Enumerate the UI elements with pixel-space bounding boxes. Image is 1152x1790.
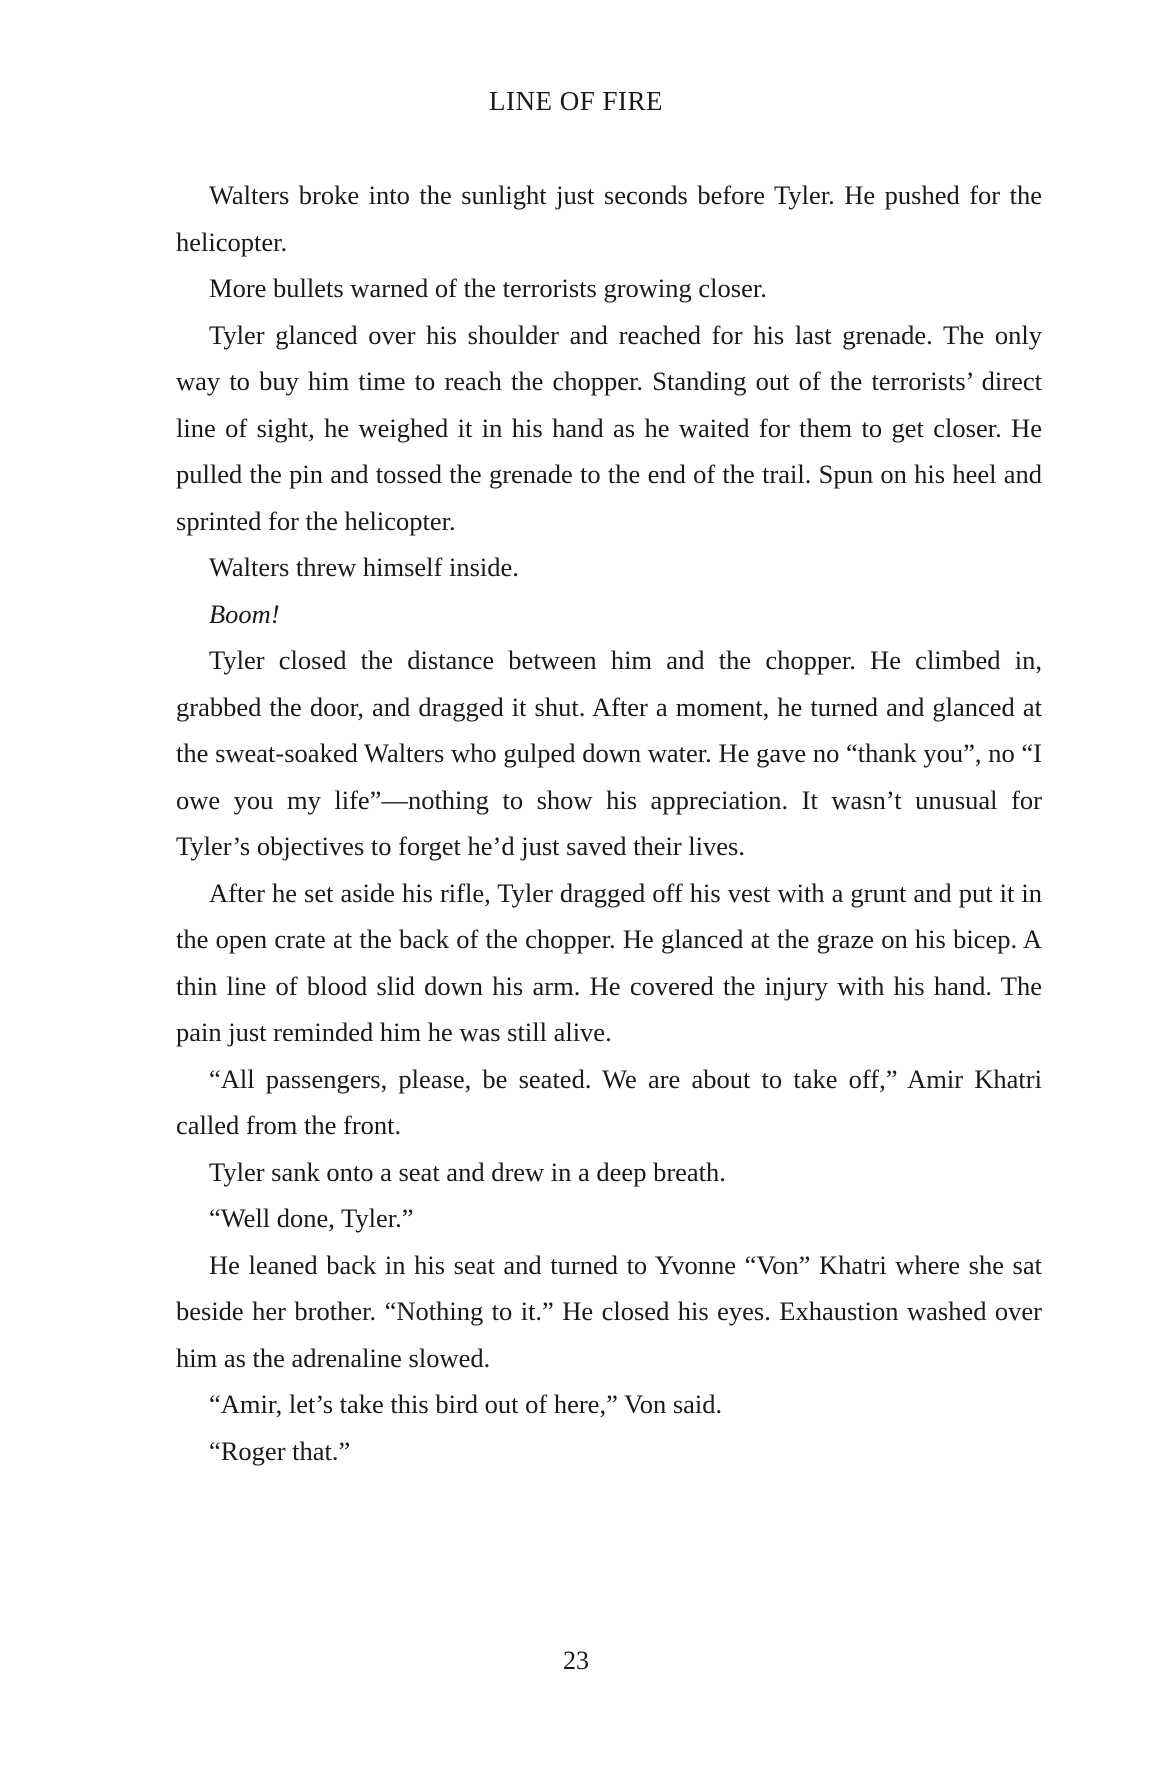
paragraph: After he set aside his rifle, Tyler dragged off his vest with a grunt and put it in the open crate at the back of the chopper. He glanced at the graze on his bicep. A thin line of blood slid down his arm. He covered the injury with his hand. The pain just reminded him he was still alive.	[176, 877, 1042, 1047]
paragraph: Tyler closed the distance between him and the chopper. He climbed in, grabbed the door, and dragged it shut. After a moment, he turned and glanced at the sweat-soaked Walters who gulped down water. He gave no “thank you”, no “I owe you my life”—nothing to show his appreciation. It wasn’t unusual for Tyler’s objectives to forget he’d just saved their lives.	[176, 645, 1042, 861]
paragraph: He leaned back in his seat and turned to Yvonne “Von” Khatri where she sat beside her brother. “Nothing to it.” He closed his eyes. Exhaustion washed over him as the adrenaline slowed.	[176, 1249, 1042, 1373]
body-text	[176, 172, 1042, 1474]
paragraph: More bullets warned of the terrorists growing closer.	[209, 273, 767, 303]
paragraph: Walters threw himself inside.	[209, 552, 519, 582]
page-number: 23	[563, 1646, 589, 1675]
paragraph: “Amir, let’s take this bird out of here,” Von said.	[209, 1389, 723, 1419]
paragraph-italic: Boom!	[209, 598, 280, 629]
paragraph: Tyler sank onto a seat and drew in a deep breath.	[209, 1156, 726, 1187]
paragraph: “Roger that.”	[209, 1435, 351, 1466]
running-head: LINE OF FIRE	[489, 86, 663, 116]
paragraph: Walters broke into the sunlight just seconds before Tyler. He pushed for the helicopter.	[176, 180, 1042, 257]
paragraph: “Well done, Tyler.”	[209, 1203, 414, 1233]
paragraph: “All passengers, please, be seated. We are about to take off,” Amir Khatri called from the front.	[176, 1063, 1042, 1140]
paragraph: Tyler glanced over his shoulder and reached for his last grenade. The only way to buy him time to reach the chopper. Standing out of the terrorists’ direct line of sight, he weighed it in his hand as he waited for them to get closer. He pulled the pin and tossed the grenade to the end of the trail. Spun on his heel and sprinted for the helicopter.	[176, 319, 1042, 536]
